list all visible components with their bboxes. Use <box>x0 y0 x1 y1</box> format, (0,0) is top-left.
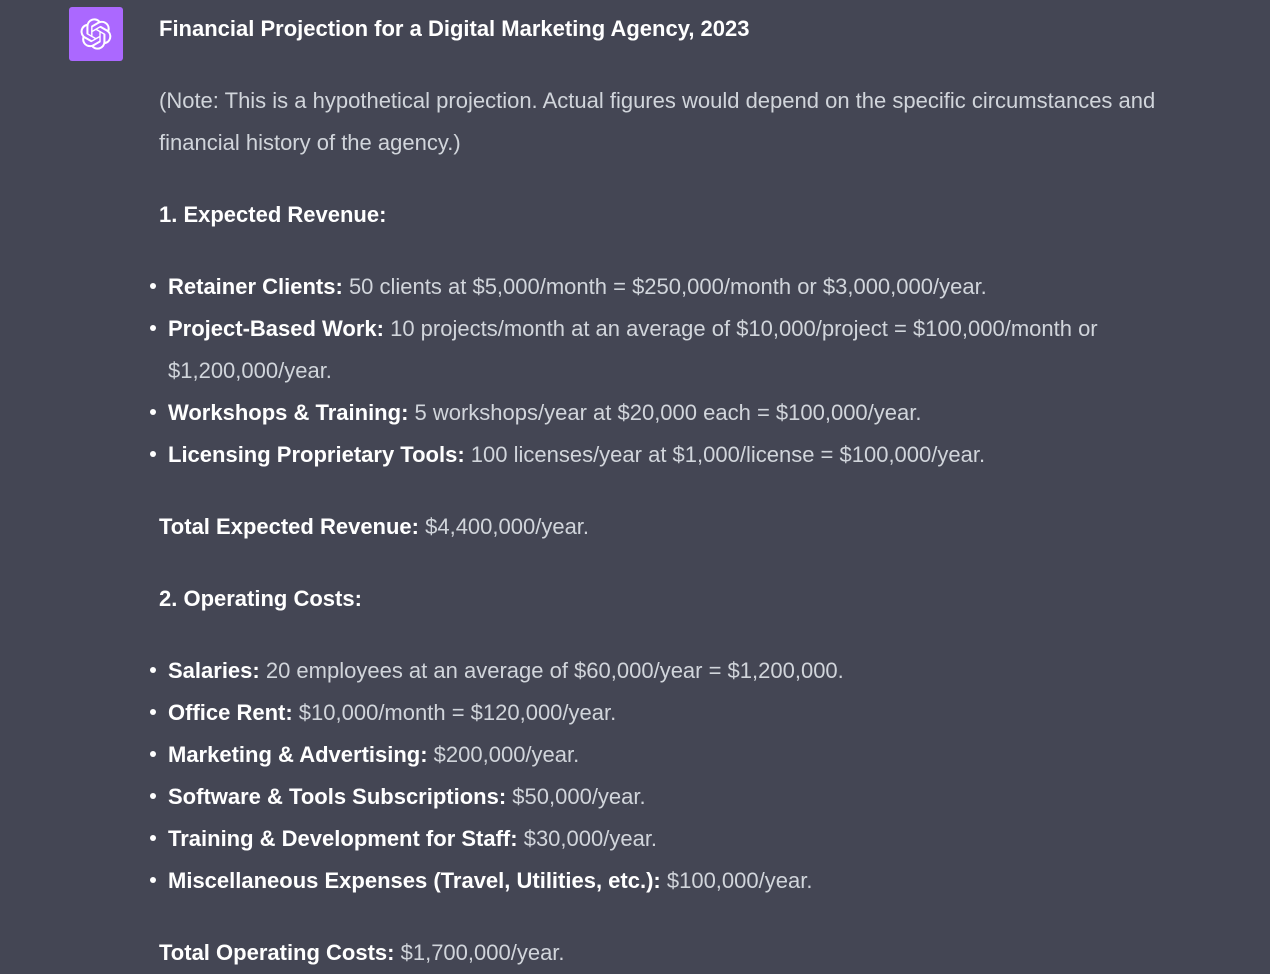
revenue-list <box>159 266 1159 476</box>
list-item-label: Licensing Proprietary Tools: <box>168 442 465 467</box>
list-item <box>159 818 1159 860</box>
message-title: Financial Projection for a Digital Marketing Agency, 2023 <box>159 16 750 41</box>
list-item-text: 5 workshops/year at $20,000 each = $100,000/year. <box>408 400 922 425</box>
total-revenue <box>159 506 1159 548</box>
list-item <box>159 734 1159 776</box>
total-label: Total Expected Revenue: <box>159 514 419 539</box>
costs-list <box>159 650 1159 902</box>
list-item-label: Marketing & Advertising: <box>168 742 428 767</box>
section-heading-revenue: 1. Expected Revenue: <box>159 202 387 227</box>
list-item-label: Project-Based Work: <box>168 316 384 341</box>
list-item-text: 50 clients at $5,000/month = $250,000/month or $3,000,000/year. <box>342 274 987 299</box>
list-item <box>159 860 1159 902</box>
assistant-message <box>159 0 1159 974</box>
list-item <box>159 266 1159 308</box>
note-paragraph: (Note: This is a hypothetical projection. Actual figures would depend on the specific circumstances and financial history of the agency.) <box>159 88 1156 155</box>
list-item-label: Training & Development for Staff: <box>168 826 518 851</box>
list-item-label: Software & Tools Subscriptions: <box>168 784 507 809</box>
openai-logo-icon <box>80 18 112 50</box>
list-item-text: 100 licenses/year at $1,000/license = $100,000/year. <box>464 442 986 467</box>
list-item <box>159 392 1159 434</box>
total-value: $1,700,000/year. <box>394 940 565 965</box>
list-item <box>159 776 1159 818</box>
section-heading-costs: 2. Operating Costs: <box>159 586 362 611</box>
list-item-label: Workshops & Training: <box>168 400 409 425</box>
list-item <box>159 434 1159 476</box>
list-item-text: $50,000/year. <box>506 784 646 809</box>
total-value: $4,400,000/year. <box>419 514 590 539</box>
list-item <box>159 692 1159 734</box>
list-item-label: Miscellaneous Expenses (Travel, Utilities, etc.): <box>168 868 661 893</box>
list-item-label: Retainer Clients: <box>168 274 343 299</box>
list-item-label: Salaries: <box>168 658 260 683</box>
list-item-text: $10,000/month = $120,000/year. <box>292 700 617 725</box>
list-item <box>159 650 1159 692</box>
assistant-avatar <box>69 7 123 61</box>
list-item-text: 10 projects/month at an average of $10,000/project = $100,000/month or $1,200,000/year. <box>168 316 1098 383</box>
total-operating-costs <box>159 932 1159 974</box>
list-item-text: $100,000/year. <box>660 868 813 893</box>
list-item-text: $200,000/year. <box>427 742 580 767</box>
total-label: Total Operating Costs: <box>159 940 395 965</box>
list-item <box>159 308 1159 392</box>
list-item-text: $30,000/year. <box>517 826 658 851</box>
list-item-label: Office Rent: <box>168 700 293 725</box>
list-item-text: 20 employees at an average of $60,000/year = $1,200,000. <box>259 658 844 683</box>
